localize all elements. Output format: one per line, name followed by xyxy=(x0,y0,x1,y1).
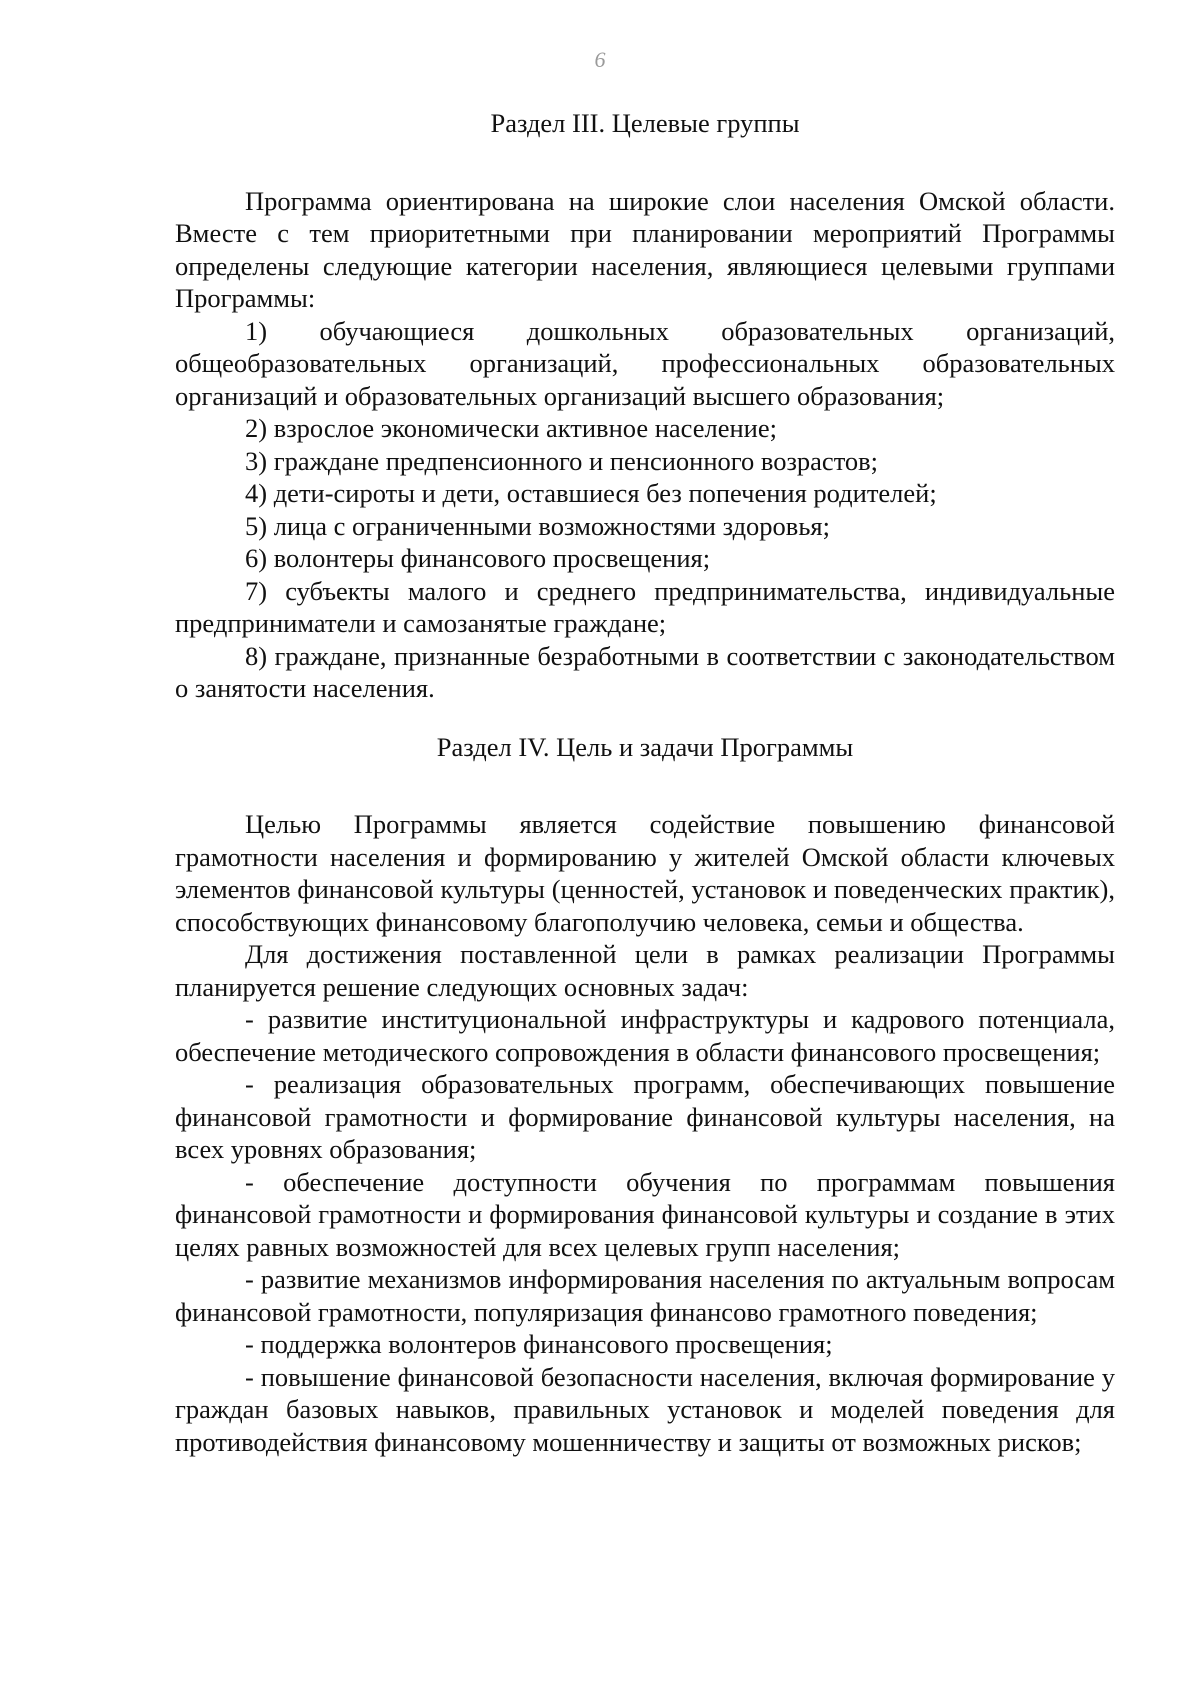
target-group-item: 6) волонтеры финансового просвещения; xyxy=(245,543,711,573)
page-number: 6 xyxy=(594,47,606,72)
task-item: - повышение финансовой безопасности населения, включая формирование у граждан базовых навыков, правильных установок и моделей поведения для противодействия финансовому мошенничеству и защиты от возможных рисков; xyxy=(175,1361,1115,1457)
target-group-item: 8) граждане, признанные безработными в соответствии с законодательством о занятости населения. xyxy=(175,640,1115,703)
task-item: - обеспечение доступности обучения по программам повышения финансовой грамотности и формирования финансовой культуры и создание в этих целях равных возможностей для всех целевых групп населения; xyxy=(175,1166,1115,1262)
target-group-item: 4) дети-сироты и дети, оставшиеся без попечения родителей; xyxy=(245,478,937,508)
task-item: - развитие механизмов информирования населения по актуальным вопросам финансовой грамотности, популяризация финансово грамотного поведения; xyxy=(175,1264,1115,1327)
program-goal: Целью Программы является содействие повышению финансовой грамотности населения и формированию у жителей Омской области ключевых элементов финансовой культуры (ценностей, установок и поведенческих практик), способствующих финансовому благополучию человека, семьи и общества. xyxy=(175,809,1115,937)
target-group-item: 7) субъекты малого и среднего предпринимательства, индивидуальные предприниматели и самозанятые граждане; xyxy=(175,575,1115,638)
task-item: - поддержка волонтеров финансового просвещения; xyxy=(245,1329,833,1359)
target-group-item: 5) лица с ограниченными возможностями здоровья; xyxy=(245,510,830,541)
section-3-intro: Программа ориентирована на широкие слои населения Омской области. Вместе с тем приоритетными при планировании мероприятий Программы определены следующие категории населения, являющиеся целевыми группами Программы: xyxy=(175,185,1115,313)
document-body xyxy=(175,107,1115,1458)
task-item: - развитие институциональной инфраструктуры и кадрового потенциала, обеспечение методического сопровождения в области финансового просвещения; xyxy=(175,1004,1115,1067)
task-item: - реализация образовательных программ, обеспечивающих повышение финансовой грамотности и формирование финансовой культуры населения, на всех уровнях образования; xyxy=(175,1069,1115,1164)
target-group-item: 3) граждане предпенсионного и пенсионного возрастов; xyxy=(245,445,879,476)
target-group-item: 1) обучающиеся дошкольных образовательных организаций, общеобразовательных организаций, профессиональных образовательных организаций и образовательных организаций высшего образования; xyxy=(175,315,1115,411)
target-group-item: 2) взрослое экономически активное население; xyxy=(245,413,777,443)
tasks-intro: Для достижения поставленной цели в рамках реализации Программы планируется решение следующих основных задач: xyxy=(175,939,1115,1002)
section-3-title: Раздел III. Целевые группы xyxy=(490,108,800,138)
section-4-title: Раздел IV. Цель и задачи Программы xyxy=(436,731,854,762)
